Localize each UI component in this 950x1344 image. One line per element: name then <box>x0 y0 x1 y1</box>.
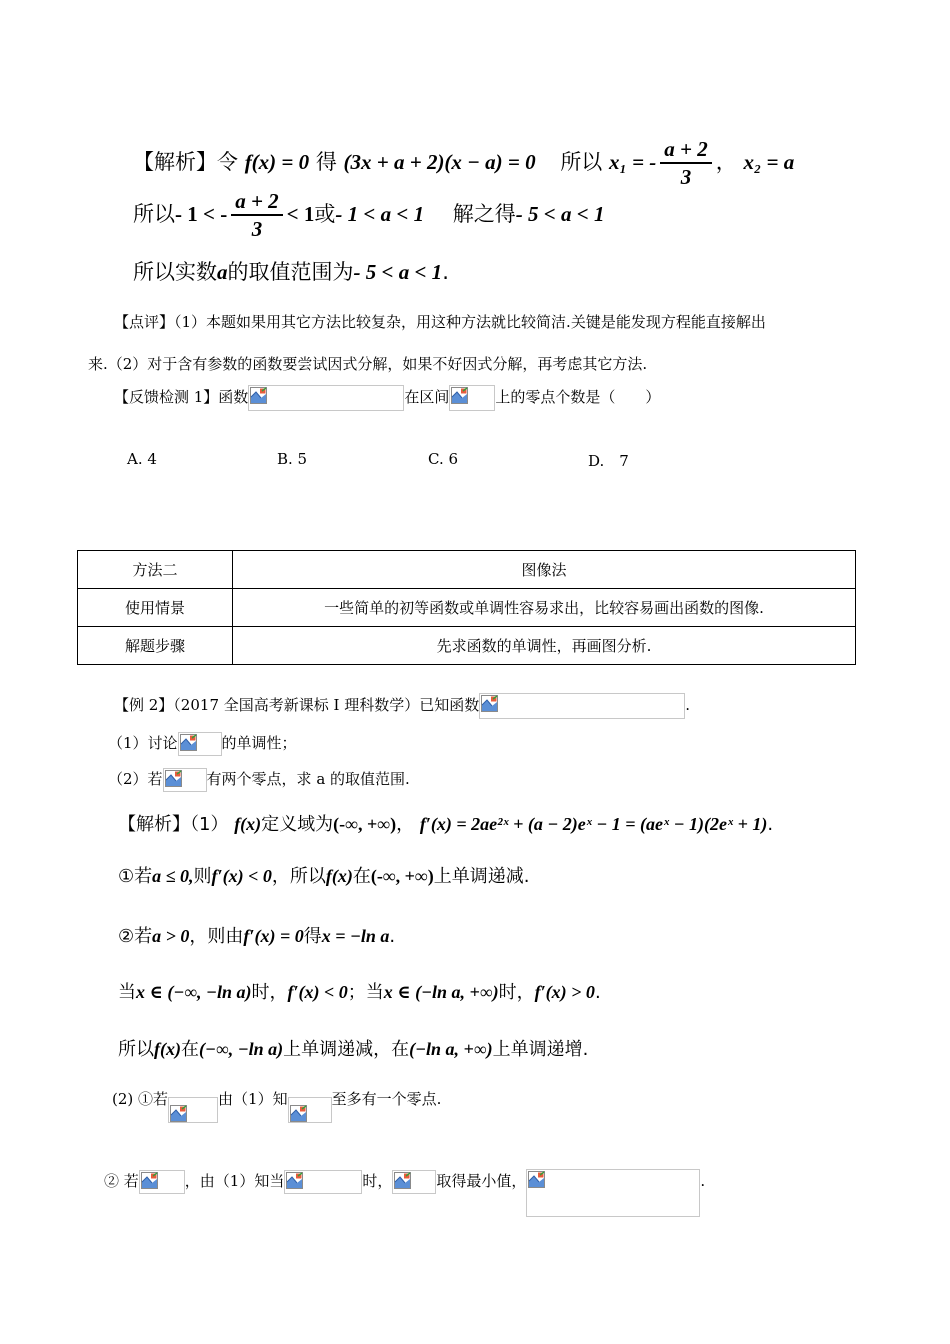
root-x1: x₁ = - <box>609 150 657 174</box>
table-cell: 一些简单的初等函数或单调性容易求出，比较容易画出函数的图像. <box>233 589 856 627</box>
broken-image-icon <box>141 1172 158 1189</box>
solution-2-line-7: ② 若 ，由（1）知当 时， 取得最小值， . <box>104 1158 705 1206</box>
broken-image-icon <box>528 1171 545 1188</box>
example-2-question-1: （1）讨论 的单调性； <box>108 731 297 756</box>
broken-image-icon <box>286 1172 303 1189</box>
function-image-placeholder <box>479 693 685 719</box>
broken-image-icon <box>180 734 197 751</box>
condition-image-placeholder <box>168 1097 218 1123</box>
condition-image-placeholder <box>139 1170 185 1194</box>
solution-2-line-1: 【解析】（1） f(x)定义域为(-∞, +∞)， f′(x) = 2ae²ˣ + (a − 2)eˣ − 1 = (aeˣ − 1)(2eˣ + 1). <box>118 814 774 835</box>
broken-image-icon <box>481 695 498 712</box>
broken-image-icon <box>394 1172 411 1189</box>
table-cell: 先求函数的单调性，再画图分析. <box>233 627 856 665</box>
table-cell: 解题步骤 <box>78 627 233 665</box>
solution-1-line-1: 【解析】令 f(x) = 0 得 (3x + a + 2)(x − a) = 0 所以 x₁ = - $\frac{a + 2}{3}$ ， x₂ = a <box>133 137 795 189</box>
example-2-statement: 【例 2】（2017 全国高考新课标 I 理科数学）已知函数 . <box>114 692 690 719</box>
fraction-a-plus-2-over-3: $\frac{a + 2}{3}$ <box>660 136 711 190</box>
table-row <box>78 551 856 589</box>
broken-image-icon <box>165 770 182 787</box>
method-table <box>77 550 856 665</box>
option-d: D. 7 <box>588 452 629 470</box>
review-line-1: 【点评】（1）本题如果用其它方法比较复杂，用这种方法就比较简洁.关键是能发现方程能直接解出 <box>114 313 766 331</box>
example-2-question-2: （2）若 有两个零点，求 a 的取值范围. <box>108 767 410 792</box>
solution-2-line-6: (2) ①若 由（1）知 至多有一个零点. <box>112 1087 441 1113</box>
fx-image-placeholder <box>178 732 222 756</box>
review-line-2: 来.（2）对于含有参数的函数要尝试因式分解，如果不好因式分解，再考虑其它方法. <box>88 355 648 373</box>
derivative-expression: f′(x) = 2ae²ˣ + (a − 2)eˣ − 1 = (aeˣ − 1)(2eˣ + 1) <box>419 814 768 834</box>
table-cell: 使用情景 <box>78 589 233 627</box>
equation-factored: (3x + a + 2)(x − a) = 0 <box>343 150 536 174</box>
option-c: C. 6 <box>428 450 459 468</box>
broken-image-icon <box>290 1105 307 1122</box>
broken-image-icon <box>170 1105 187 1122</box>
feedback-question: 【反馈检测 1】函数 在区间 上的零点个数是（ ） <box>114 384 660 411</box>
interval-image-placeholder <box>284 1170 362 1194</box>
option-a: A. 4 <box>127 450 157 468</box>
fx-image-placeholder <box>163 768 207 792</box>
table-cell: 方法二 <box>78 551 233 589</box>
broken-image-icon <box>451 387 468 404</box>
formula-image-placeholder <box>248 385 404 411</box>
minimum-value-image-placeholder <box>526 1169 700 1217</box>
solution-2-line-5: 所以f(x)在(−∞, −ln a)上单调递减，在(−ln a, +∞)上单调递增. <box>118 1039 589 1060</box>
solution-1-line-2: 所以- 1 < - $\frac{a + 2}{3}$ < 1或- 1 < a < 1 解之得- 5 < a < 1 <box>133 189 605 241</box>
solution-2-line-3: ②若a > 0，则由f′(x) = 0得x = −ln a. <box>118 926 396 947</box>
table-row <box>78 627 856 665</box>
solution-2-line-2: ①若a ≤ 0,则f′(x) < 0，所以f(x)在(-∞, +∞)上单调递减. <box>118 866 530 887</box>
solution-2-line-4: 当x ∈ (−∞, −ln a)时，f′(x) < 0；当x ∈ (−ln a, +∞)时，f′(x) > 0. <box>118 982 601 1003</box>
interval-image-placeholder <box>449 385 495 411</box>
table-row <box>78 589 856 627</box>
solution-label: 【解析】 <box>133 150 217 174</box>
fraction-a-plus-2-over-3: $\frac{a + 2}{3}$ <box>231 188 282 242</box>
fx-image-placeholder <box>288 1097 332 1123</box>
table-cell: 图像法 <box>233 551 856 589</box>
option-b: B. 5 <box>277 450 308 468</box>
broken-image-icon <box>250 387 267 404</box>
fx-image-placeholder <box>392 1170 436 1194</box>
root-x2: x₂ = a <box>743 150 795 174</box>
solution-1-line-3: 所以实数a的取值范围为- 5 < a < 1. <box>133 260 449 284</box>
equation-fx-zero: f(x) = 0 <box>244 150 310 174</box>
